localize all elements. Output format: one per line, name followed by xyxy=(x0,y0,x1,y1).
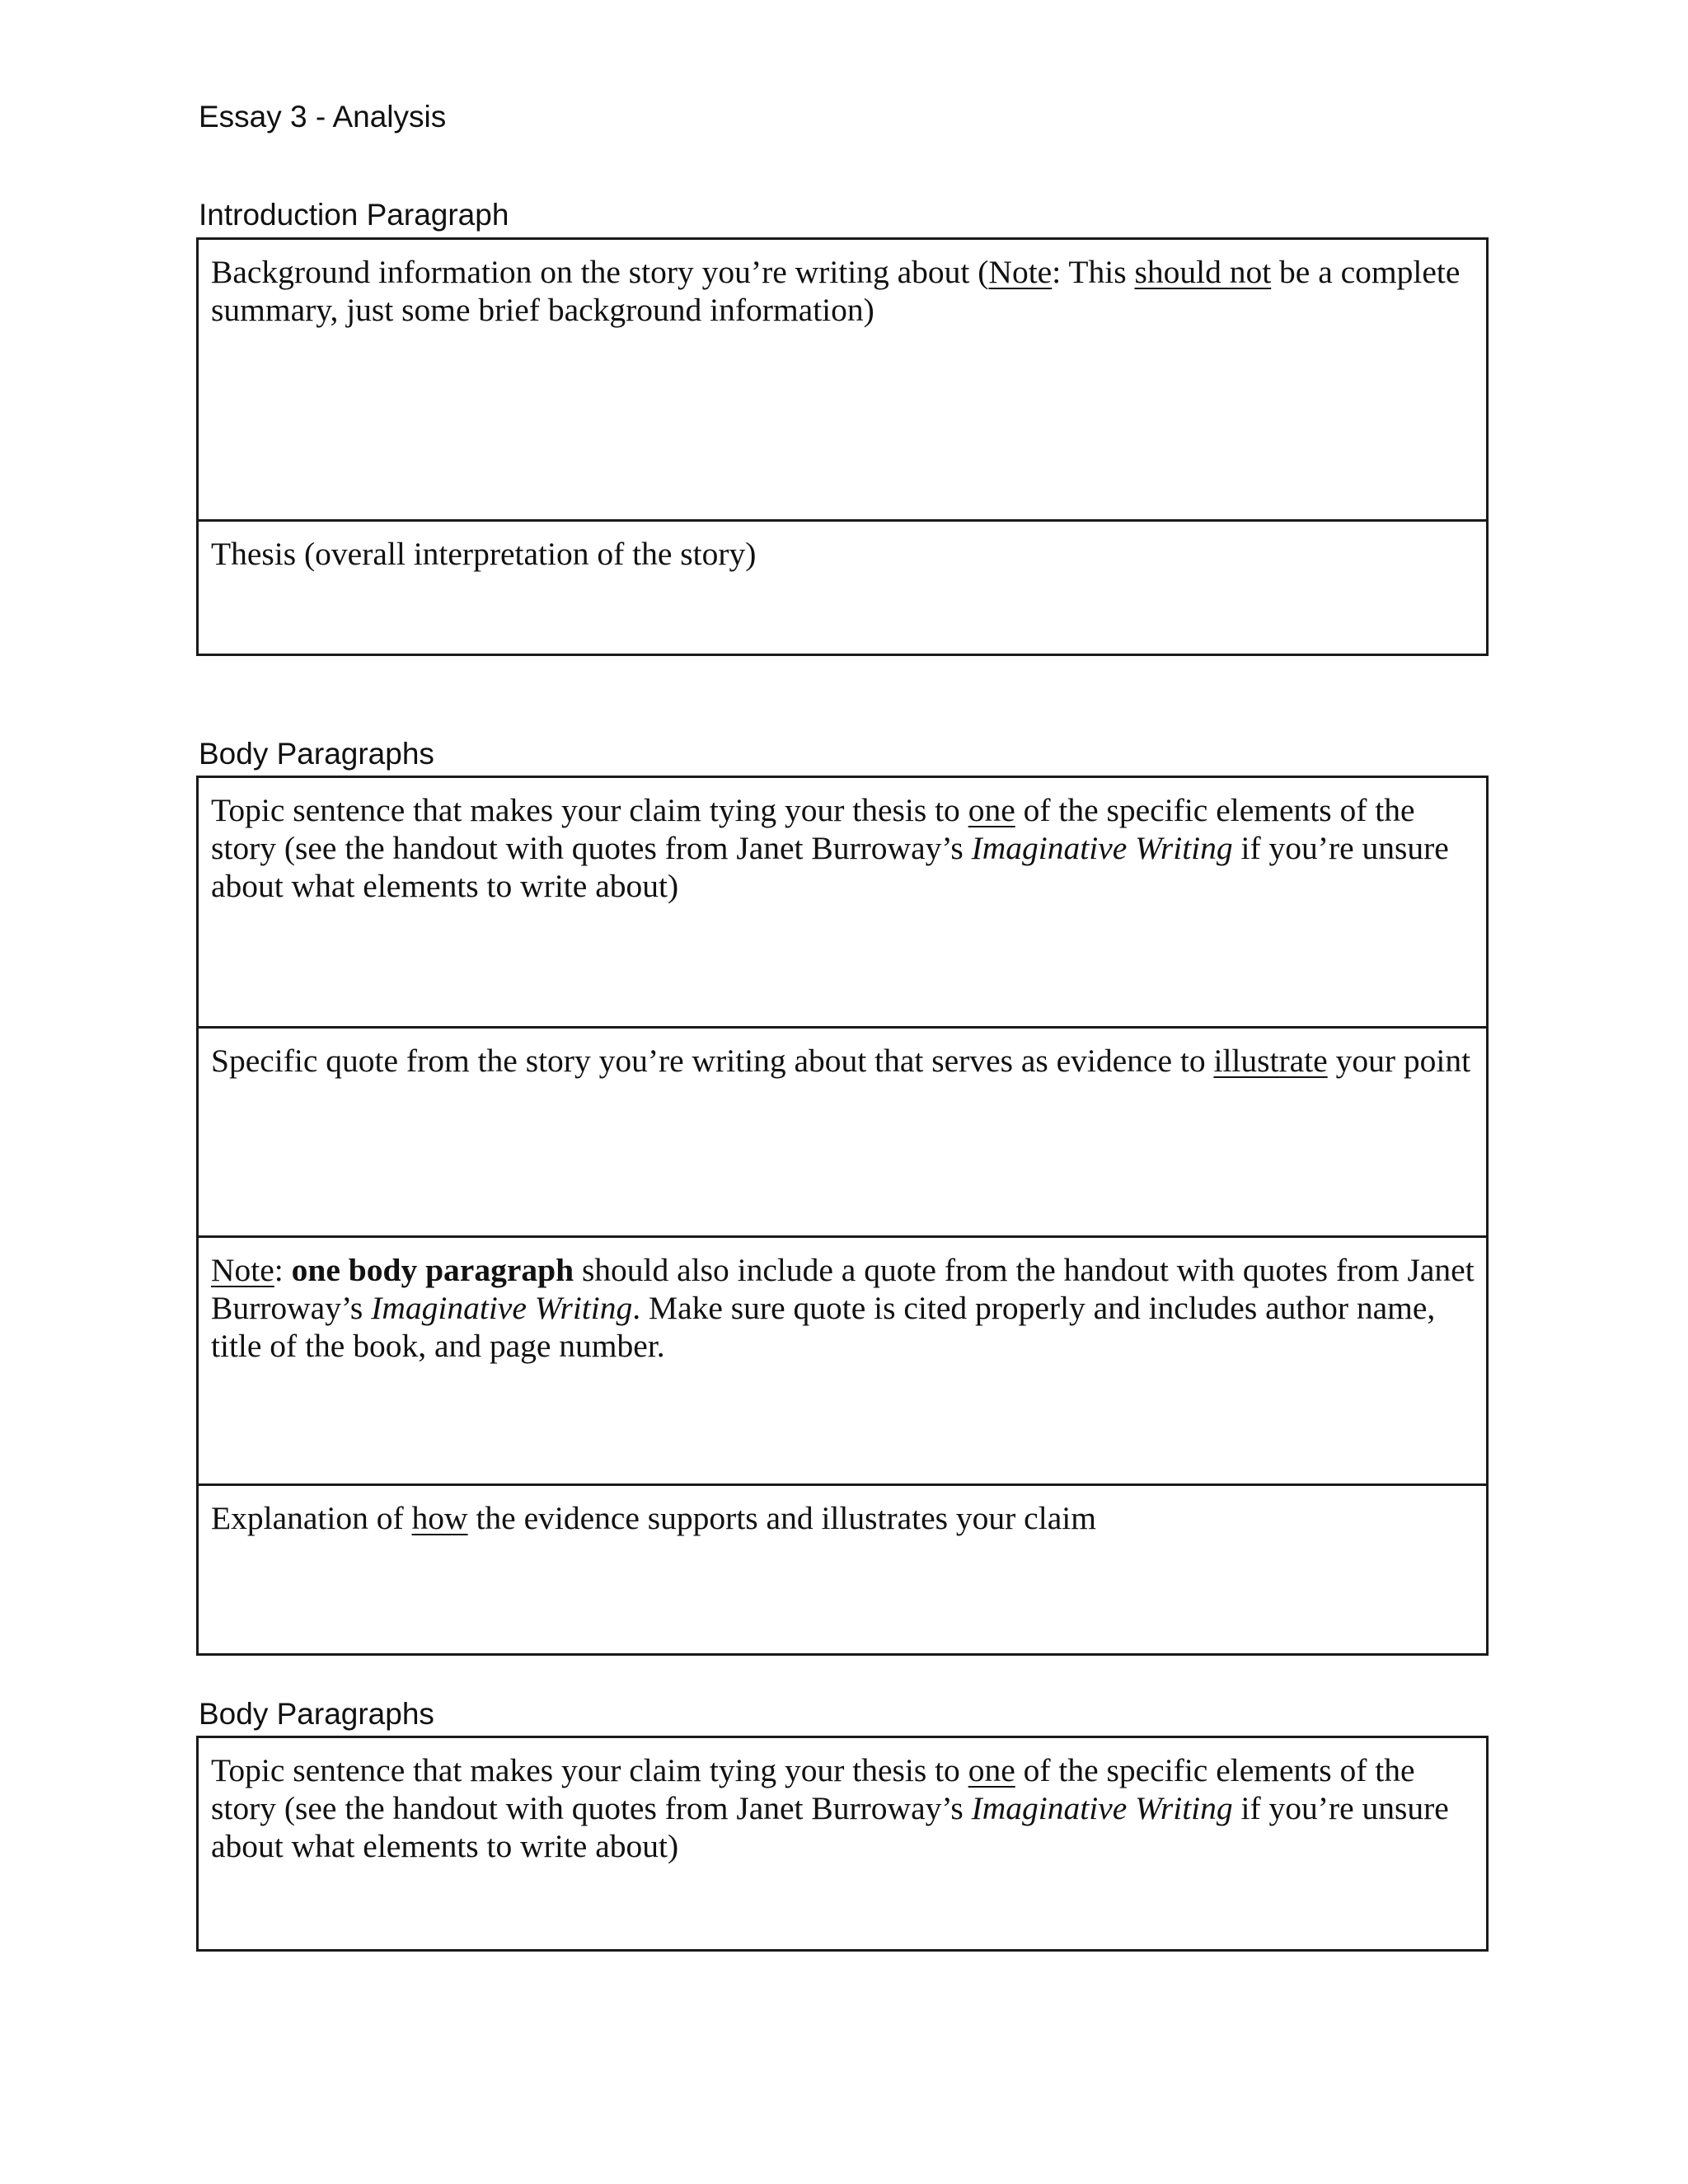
topic-text: Topic sentence that makes your claim tying your thesis to xyxy=(211,1752,968,1788)
topic-sentence-cell[interactable] xyxy=(199,778,1486,1026)
body-paragraphs-heading: Body Paragraphs xyxy=(199,737,434,771)
note-book-title: Imaginative Writing xyxy=(371,1290,633,1326)
body-paragraphs-table xyxy=(196,776,1489,1656)
thesis-text: Thesis (overall interpretation of the story) xyxy=(211,536,757,572)
background-text: Background information on the story you’re writing about ( xyxy=(211,254,989,290)
background-text: : This xyxy=(1052,254,1135,290)
topic-text: of the specific elements of the story (see the handout with quotes from Janet Burroway’s xyxy=(211,1752,1415,1826)
note-bold: one body paragraph xyxy=(291,1252,574,1288)
background-text: be a complete summary, just some brief background information) xyxy=(211,254,1461,328)
note-text: . Make sure quote is cited properly and includes author name, title of the book, and page number. xyxy=(211,1290,1436,1364)
quote-text: Specific quote from the story you’re writing about that serves as evidence to xyxy=(211,1043,1214,1079)
body-paragraphs-heading-2: Body Paragraphs xyxy=(199,1697,434,1731)
quote-cell[interactable] xyxy=(199,1026,1486,1235)
background-note: Note xyxy=(988,254,1053,290)
intro-heading: Introduction Paragraph xyxy=(199,198,509,232)
topic-one: one xyxy=(968,1752,1015,1788)
document-title: Essay 3 - Analysis xyxy=(199,100,447,134)
note-label: Note xyxy=(211,1252,274,1288)
thesis-cell[interactable] xyxy=(199,519,1486,654)
background-should-not: should not xyxy=(1134,254,1272,290)
quote-illustrate: illustrate xyxy=(1213,1043,1328,1079)
topic-book-title: Imaginative Writing xyxy=(971,830,1233,866)
explanation-how: how xyxy=(411,1500,468,1536)
body-paragraphs-table-2 xyxy=(196,1736,1489,1952)
explanation-cell[interactable] xyxy=(199,1483,1486,1653)
explanation-text: Explanation of xyxy=(211,1500,412,1536)
topic-book-title: Imaginative Writing xyxy=(971,1790,1233,1826)
note-text: : xyxy=(274,1252,292,1288)
topic-sentence-cell-2[interactable] xyxy=(199,1738,1486,1949)
note-text: should also include a quote from the handout with quotes from Janet Burroway’s xyxy=(211,1252,1475,1326)
intro-table xyxy=(196,237,1489,656)
topic-text: if you’re unsure about what elements to write about) xyxy=(211,830,1449,904)
topic-text: Topic sentence that makes your claim tying your thesis to xyxy=(211,792,968,828)
topic-one: one xyxy=(968,792,1015,828)
topic-text: if you’re unsure about what elements to write about) xyxy=(211,1790,1449,1864)
topic-text: of the specific elements of the story (see the handout with quotes from Janet Burroway’s xyxy=(211,792,1415,866)
quote-text: your point xyxy=(1327,1043,1471,1079)
note-cell[interactable] xyxy=(199,1235,1486,1483)
background-info-cell[interactable] xyxy=(199,240,1486,519)
explanation-text: the evidence supports and illustrates your claim xyxy=(467,1500,1096,1536)
